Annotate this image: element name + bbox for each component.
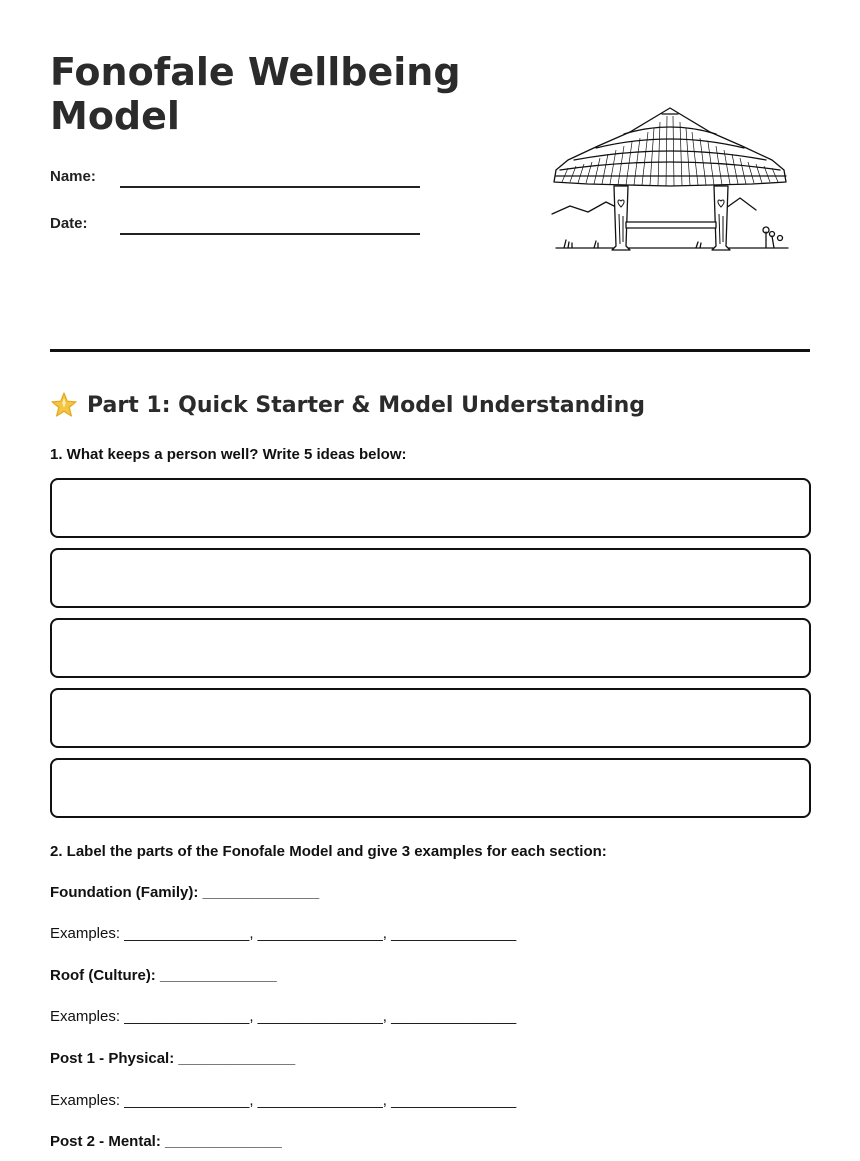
roof-examples: Examples: _______________, _______________, _______________	[50, 1008, 517, 1025]
foundation-examples: Examples: _______________, _______________, _______________	[50, 925, 517, 942]
page-title: Fonofale Wellbeing Model	[50, 50, 461, 138]
post1-examples: Examples: _______________, _______________, _______________	[50, 1092, 517, 1109]
name-field-row	[50, 160, 420, 190]
question-2: 2. Label the parts of the Fonofale Model and give 3 examples for each section:	[50, 843, 607, 860]
date-field[interactable]	[120, 233, 420, 235]
foundation-label: Foundation (Family): ______________	[50, 884, 320, 901]
star-icon	[50, 391, 78, 419]
name-label: Name:	[50, 168, 96, 185]
post2-label: Post 2 - Mental: ______________	[50, 1133, 282, 1150]
name-field[interactable]	[120, 186, 420, 188]
date-field-row	[50, 207, 420, 237]
part1-title: Part 1: Quick Starter & Model Understanding	[87, 392, 645, 418]
date-label: Date:	[50, 215, 88, 232]
question-1: 1. What keeps a person well? Write 5 ideas below:	[50, 446, 407, 463]
post1-label: Post 1 - Physical: ______________	[50, 1050, 296, 1067]
answer-box-3[interactable]	[50, 618, 811, 678]
fale-hut-icon	[548, 104, 793, 256]
roof-label: Roof (Culture): ______________	[50, 967, 277, 984]
part1-heading	[50, 388, 645, 422]
answer-box-2[interactable]	[50, 548, 811, 608]
section-divider	[50, 349, 810, 352]
answer-box-5[interactable]	[50, 758, 811, 818]
answer-box-1[interactable]	[50, 478, 811, 538]
answer-box-4[interactable]	[50, 688, 811, 748]
